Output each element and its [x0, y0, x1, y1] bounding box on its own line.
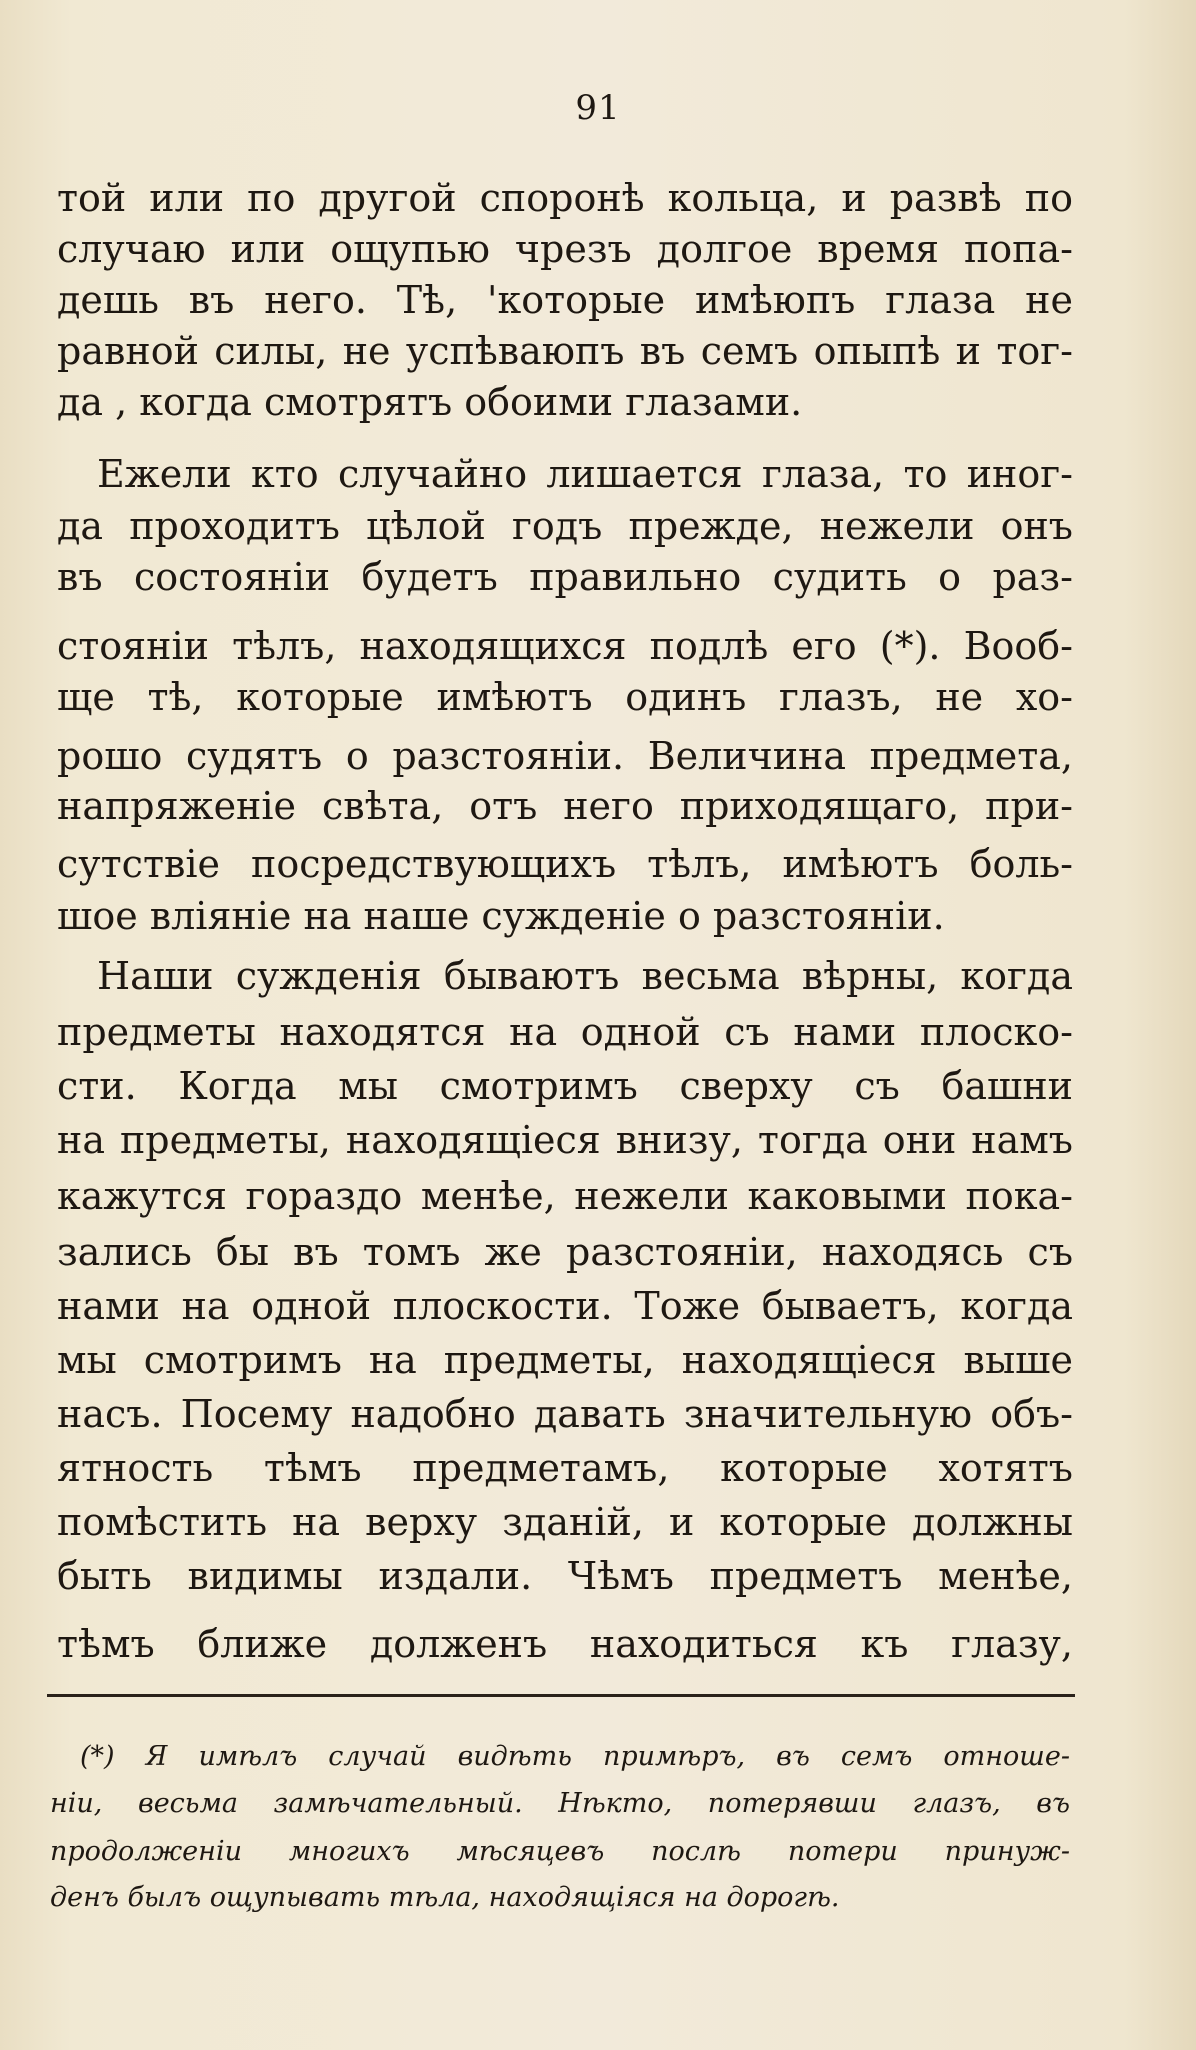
text-line: насъ. Посему надобно давать значительную объ- [57, 1392, 1073, 1436]
text-line: случаю или ощупью чрезъ долгое время попа- [57, 227, 1073, 271]
footnote-line: продолженiи многихъ мѣсяцевъ послѣ потери принуж- [50, 1836, 1070, 1867]
text-line: Ежели кто случайно лишается глаза, то иног- [97, 452, 1073, 496]
text-line: кажутся гораздо менѣе, нежели каковыми пока- [57, 1174, 1073, 1218]
text-line: шое влiянiе на наше сужденiе о разстоянiи. [57, 894, 945, 938]
text-line: да , когда смотрятъ обоими глазами. [57, 380, 803, 424]
text-line: дешь въ него. Тѣ, 'которые имѣюпъ глаза не [57, 278, 1073, 322]
text-line: нами на одной плоскости. Тоже бываетъ, когда [57, 1284, 1073, 1328]
text-line: равной силы, не успѣваюпъ въ семъ опыпѣ и тог- [57, 329, 1073, 373]
text-line: той или по другой споронѣ кольца, и развѣ по [57, 176, 1073, 220]
text-line: помѣстить на верху зданiй, и которые должны [57, 1500, 1073, 1544]
text-line: сутствiе посредствующихъ тѣлъ, имѣютъ боль- [57, 842, 1073, 886]
text-line: стоянiи тѣлъ, находящихся подлѣ его (*). Вооб- [57, 624, 1073, 668]
text-line: зались бы въ томъ же разстоянiи, находясь съ [57, 1230, 1073, 1274]
page-number: 91 [575, 88, 621, 128]
text-line: въ состоянiи будетъ правильно судить о раз- [57, 555, 1073, 599]
text-line: ще тѣ, которые имѣютъ одинъ глазъ, не хо- [57, 675, 1073, 719]
text-line: быть видимы издали. Чѣмъ предметъ менѣе, [57, 1554, 1073, 1598]
text-line: напряженiе свѣта, отъ него приходящаго, при- [57, 784, 1073, 828]
footnote-line: нiи, весьма замѣчательный. Нѣкто, потерявши глазъ, въ [50, 1788, 1070, 1819]
text-line: Наши сужденiя бываютъ весьма вѣрны, когда [97, 954, 1073, 998]
footnote-line: (*) Я имѣлъ случай видѣть примѣръ, въ семъ отноше- [80, 1741, 1070, 1772]
text-line: мы смотримъ на предметы, находящiеся выше [57, 1338, 1073, 1382]
footnote-separator [47, 1694, 1075, 1697]
text-line: рошо судятъ о разстоянiи. Величина предмета, [57, 734, 1073, 778]
text-line: предметы находятся на одной съ нами плоско- [57, 1010, 1073, 1054]
text-line: да проходитъ цѣлой годъ прежде, нежели онъ [57, 504, 1073, 548]
footnote-line: денъ былъ ощупывать тѣла, находящiяся на дорогѣ. [50, 1882, 840, 1913]
text-line: сти. Когда мы смотримъ сверху съ башни [57, 1064, 1073, 1108]
text-line: на предметы, находящiеся внизу, тогда они намъ [57, 1118, 1073, 1162]
text-line: ятность тѣмъ предметамъ, которые хотятъ [57, 1446, 1073, 1490]
text-line: тѣмъ ближе долженъ находиться къ глазу, [57, 1622, 1073, 1666]
